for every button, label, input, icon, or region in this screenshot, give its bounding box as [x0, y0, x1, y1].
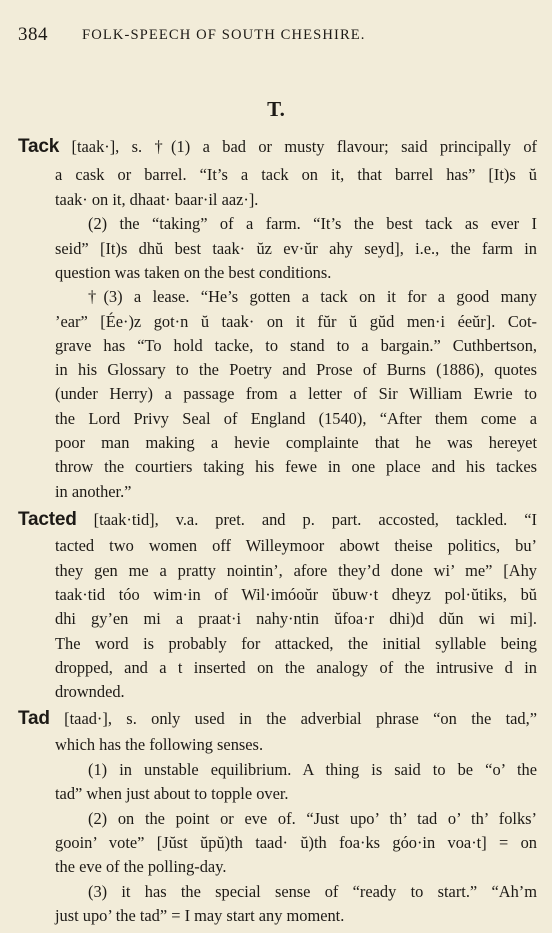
dictionary-line: [55, 678, 537, 706]
line-text: drownded.: [55, 682, 125, 701]
line-text: poor man making a hevie complainte that he was hereyet: [55, 433, 537, 452]
line-text: (2) the “taking” of a farm. “It’s the best tack as ever I: [88, 214, 537, 233]
line-text: taak· on it, dhaat· baar·il aaz·].: [55, 190, 259, 209]
line-text: ’ear” [Ée·)z got·n ŭ taak· on it fŭr ŭ gŭd men·i éeŭr]. Cot-: [55, 312, 537, 331]
line-text: which has the following senses.: [55, 735, 264, 754]
line-text: tad” when just about to topple over.: [55, 784, 289, 803]
entry-headword: Tack: [18, 136, 60, 157]
dictionary-line: [88, 283, 537, 311]
line-text: (1) in unstable equilibrium. A thing is said to be “o’ the: [88, 760, 537, 779]
section-heading: T.: [267, 97, 285, 121]
dictionary-line: [18, 133, 537, 161]
running-head: [18, 24, 536, 48]
line-text: dropped, and a t inserted on the analogy of the intrusive d in: [55, 658, 537, 677]
dictionary-line: [55, 478, 537, 506]
dictionary-line: [55, 853, 537, 881]
line-text: [taak·], s. †(1) a bad or musty flavour; said principally of: [59, 137, 537, 156]
line-text: taak·tid tóo wim·in of Wil·imóoŭr ŭbuw·t dheyz pol·ŭtiks, bŭ: [55, 585, 537, 604]
line-text: (under Herry) a passage from a letter of Sir William Ewrie to: [55, 384, 537, 403]
line-text: grave has “To hold tacke, to stand to a bargain.” Cuthbertson,: [55, 336, 537, 355]
line-text: [taak·tid], v.a. pret. and p. part. accosted, tackled. “I: [76, 510, 537, 529]
line-text: tacted two women off Willeymoor abowt theise politics, bu’: [55, 536, 537, 555]
entry-headword: Tad: [18, 708, 50, 729]
dictionary-line: [88, 210, 537, 238]
dictionary-line: [18, 506, 537, 534]
line-text: †(3) a lease. “He’s gotten a tack on it for a good many: [88, 287, 537, 306]
running-title: FOLK-SPEECH OF SOUTH CHESHIRE.: [82, 27, 366, 43]
line-text: just upo’ the tad” = I may start any moment.: [55, 906, 345, 925]
line-text: (3) it has the special sense of “ready to start.” “Ah’m: [88, 882, 537, 901]
dictionary-line: [55, 453, 537, 481]
line-text: in another.”: [55, 482, 132, 501]
line-text: a cask or barrel. “It’s a tack on it, that barrel has” [It)s ŭ: [55, 165, 537, 184]
line-text: in his Glossary to the Poetry and Prose of Burns (1886), quotes: [55, 360, 537, 379]
line-text: seid” [It)s dhŭ best taak· ŭz ev·ŭr ahy seyd], i.e., the farm in: [55, 239, 537, 258]
dictionary-line: [55, 780, 537, 808]
line-text: dhi gy’en mi a praat·i nahy·ntin ŭfoa·r dhi)d dŭn wi mi].: [55, 609, 537, 628]
line-text: (2) on the point or eve of. “Just upo’ th’ tad o’ th’ folks’: [88, 809, 537, 828]
line-text: the eve of the polling-day.: [55, 857, 227, 876]
dictionary-line: [18, 705, 537, 733]
dictionary-line: [55, 380, 537, 408]
line-text: they gen me a pratty nointin’, afore they’d done wi’ me” [Ahy: [55, 561, 537, 580]
dictionary-line: [55, 161, 537, 189]
line-text: gooin’ vote” [Jŭst ŭpŭ)th taad· ŭ)th foa·ks góo·in voa·t] = on: [55, 833, 537, 852]
line-text: [taad·], s. only used in the adverbial phrase “on the tad,”: [49, 709, 537, 728]
line-text: question was taken on the best conditions.: [55, 263, 332, 282]
entry-headword: Tacted: [18, 509, 77, 530]
page-number: 384: [18, 24, 48, 45]
dictionary-line: [55, 532, 537, 560]
line-text: the Lord Privy Seal of England (1540), “After them come a: [55, 409, 537, 428]
dictionary-line: [55, 605, 537, 633]
dictionary-line: [55, 731, 537, 759]
dictionary-line: [55, 902, 537, 930]
line-text: The word is probably for attacked, the initial syllable being: [55, 634, 537, 653]
line-text: throw the courtiers taking his fewe in one place and his tackes: [55, 457, 537, 476]
